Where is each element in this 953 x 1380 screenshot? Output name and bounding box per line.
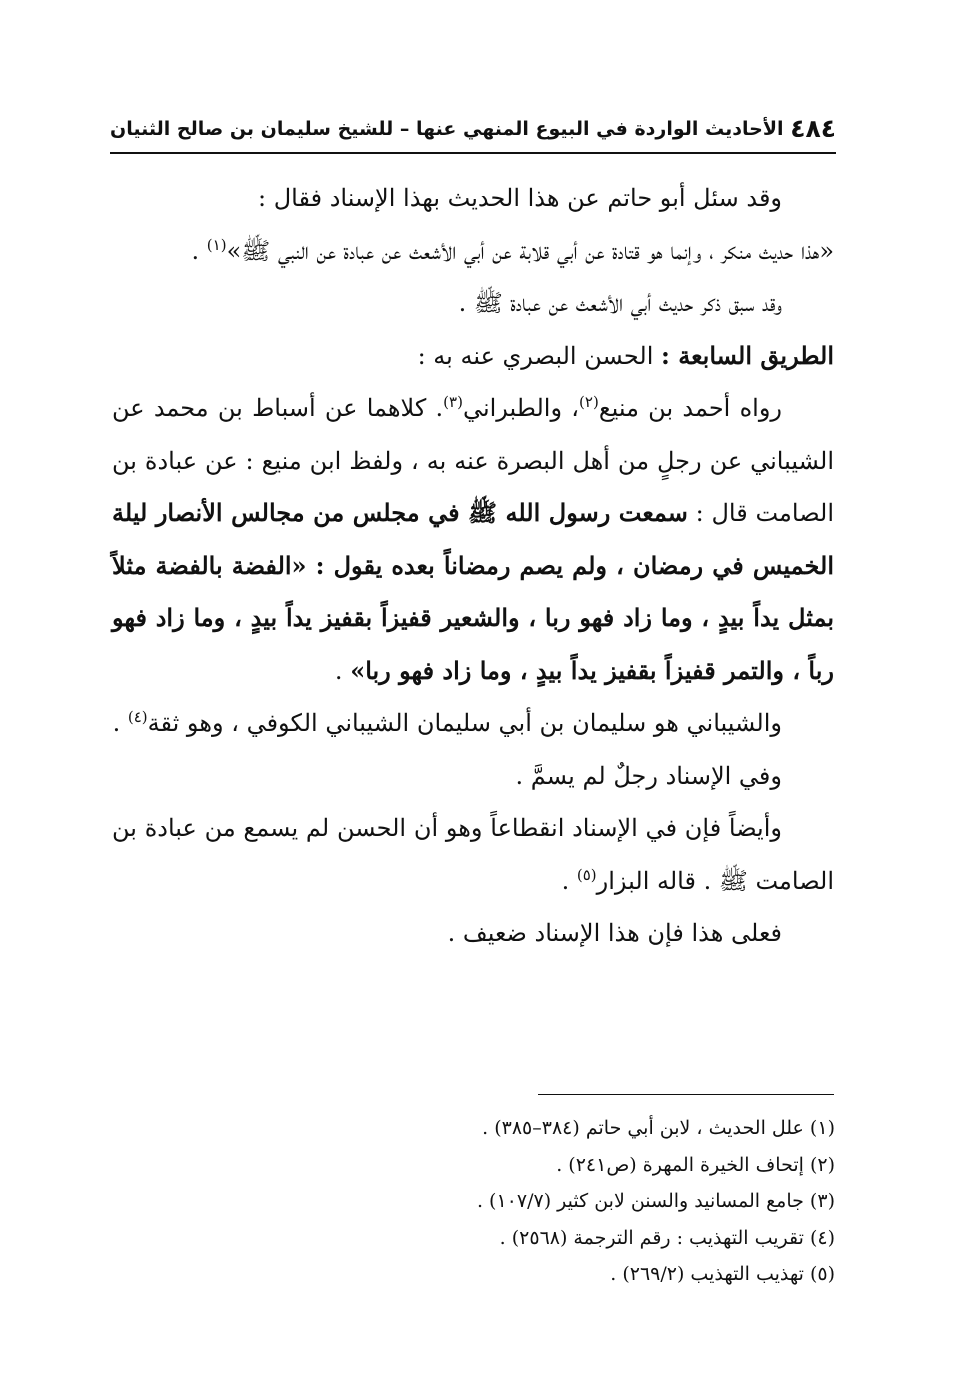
section-heading: الطريق السابعة : [660,340,834,370]
footnote-ref-1[interactable]: (١) [206,235,227,254]
period: . [334,656,351,685]
period: . [112,709,128,737]
paragraph-earlier-mention [112,277,834,330]
paragraph-abu-hatim-question [112,172,834,225]
paragraph-text: وفي الإسناد رجلٌ لم يسمَّ . [515,761,782,790]
footnote-2: (٢) إتحاف الخيرة المهرة (ص٢٤١) . [556,1153,835,1176]
paragraph-unnamed-man [112,750,834,803]
footnote-3: (٣) جامع المسانيد والسنن لابن كثير (١٠٧/٧) . [476,1190,835,1212]
footnote-ref-2[interactable]: (٢) [579,393,599,411]
footnote-ref-3[interactable]: (٣) [443,393,463,411]
page-number: ٤٨٤ [790,114,836,143]
footnotes [235,1110,835,1293]
running-title: الأحاديث الواردة في البيوع المنهي عنها – للشيخ سليمان بن صالح الثنيان [110,118,784,140]
footnote-1: (١) علل الحديث ، لابن أبي حاتم (٣٨٤–٣٨٥) . [482,1117,835,1139]
hadith-text: سمعت رسول الله ﷺ في مجلس من مجالس الأنصار ليلة الخميس في رمضان ، ولم يصم رمضاناً بعده يقول : «الفضة بالفضة مثلاً بمثل يداً بيدٍ ، وما زاد فهو ربا ، والشعير قفيزاً بقفيز يداً بيدٍ ، وما زاد فهو رباً ، والتمر قفيزاً بقفيز يداً بيدٍ ، وما زاد فهو ربا» [112,498,834,685]
paragraph-text: وقد سئل أبو حاتم عن هذا الحديث بهذا الإسناد فقال : [257,184,782,212]
narration-text: . كلاهما عن أسباط بن محمد عن الشيباني عن رجلٍ من أهل البصرة عنه به ، ولفظ ابن منيع : عن عبادة بن الصامت قال : [112,394,834,527]
narration-text: رواه أحمد بن منيع [598,394,783,422]
paragraph-narration [112,382,834,697]
paragraph-text: الحسن البصري عنه به : [417,341,661,370]
footnote-5: (٥) تهذيب التهذيب (٢٦٩/٢) . [610,1263,835,1285]
paragraph-text: وأيضاً فإن في الإسناد انقطاعاً وهو أن الحسن لم يسمع من عبادة بن الصامت ﷺ . قاله البزار [112,814,834,895]
paragraph-text: والشيباني هو سليمان بن أبي سليمان الشيباني الكوفي ، وهو ثقة [147,709,782,737]
paragraph-abu-hatim-quote [112,225,834,278]
narration-text: ، والطبراني [462,394,580,422]
period: . [191,236,207,265]
page-header [110,112,836,154]
paragraph-text: فعلى هذا فإن هذا الإسناد ضعيف . [447,919,782,947]
footnotes-divider [538,1094,834,1095]
paragraph-interruption [112,802,834,907]
footnote-ref-5[interactable]: (٥) [576,865,597,884]
paragraph-shaybani [112,697,834,750]
footnote-4: (٤) تقريب التهذيب : رقم الترجمة (٢٥٦٨) . [499,1226,835,1249]
period: . [561,866,577,895]
paragraph-seventh-route [112,330,834,383]
footnote-ref-4[interactable]: (٤) [127,708,148,726]
paragraph-text: وقد سبق ذكر حديث أبي الأشعث عن عبادة ﷺ . [458,289,782,317]
quote-text: «هذا حديث منكر ، وإنما هو قتادة عن أبي قلابة عن أبي الأشعث عن عبادة عن النبي ﷺ» [226,236,834,265]
main-text [112,172,834,960]
paragraph-conclusion [112,907,834,960]
